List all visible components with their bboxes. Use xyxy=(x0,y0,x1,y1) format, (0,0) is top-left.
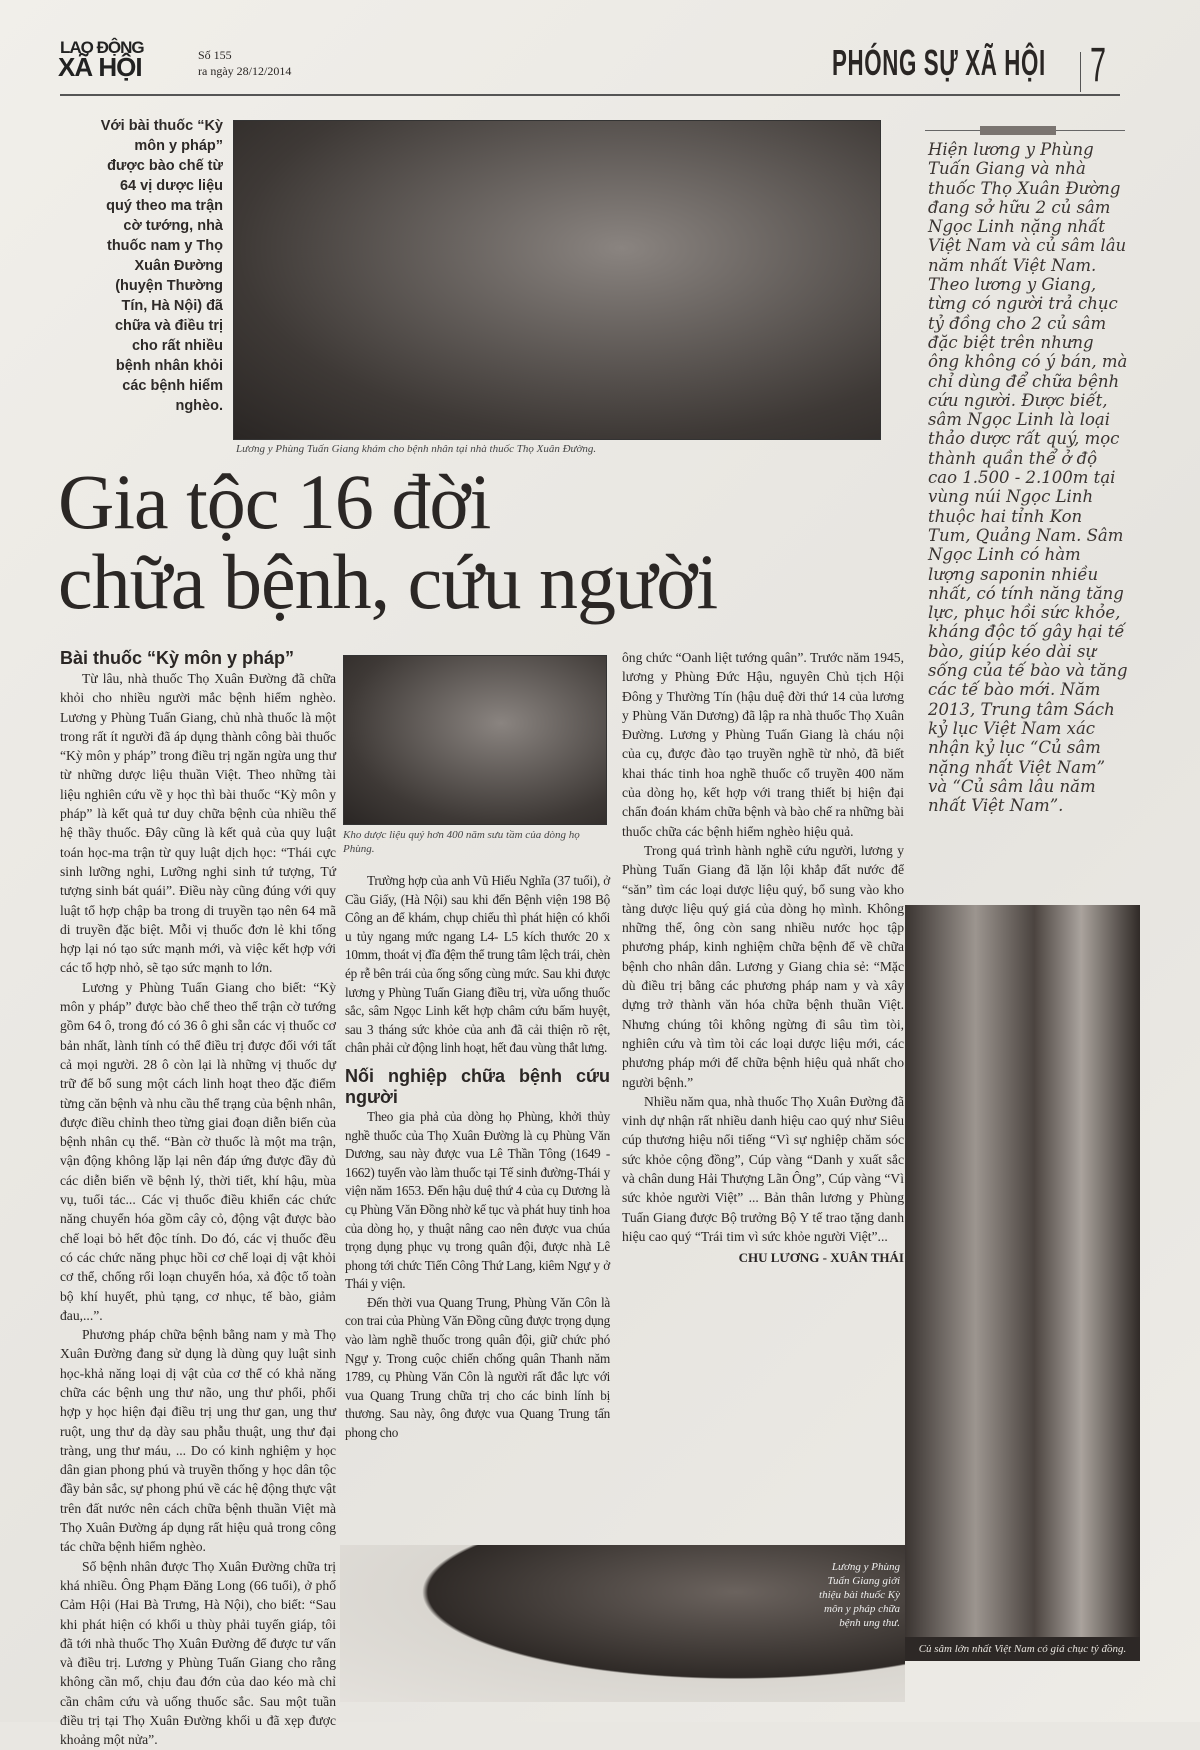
sidebar-marker xyxy=(980,126,1056,135)
headline-line-2: chữa bệnh, cứu người xyxy=(58,538,718,625)
lead-paragraph: Với bài thuốc “Kỳ môn y pháp” được bào chế từ 64 vị dược liệu quý theo ma trận cờ tướng, nhà thuốc nam y Thọ Xuân Đường (huyện Thường Tín, Hà Nội) đã chữa và điều trị cho rất nhiều bệnh nhân khỏi các bệnh hiểm nghèo. xyxy=(100,118,223,414)
column-3 xyxy=(622,648,904,1268)
column-1 xyxy=(60,648,336,1750)
column-2 xyxy=(345,872,610,1443)
doctor-photo-caption: Lương y Phùng Tuấn Giang giới thiệu bài thuốc Kỳ môn y pháp chữa bệnh ung thư. xyxy=(819,1561,900,1629)
section-title: PHÓNG SỰ XÃ HỘI xyxy=(832,42,1046,83)
paragraph: Nhiều năm qua, nhà thuốc Thọ Xuân Đường đã vinh dự nhận rất nhiều danh hiệu cao quý như Siêu cúp thương hiệu nổi tiếng “Vì sự nghiệp chăm sóc sức khỏe cộng đồng”, Cúp vàng “Danh y xuất sắc và chân dung Hải Thượng Lãn Ông”, Cúp vàng “Vì sức khỏe người Việt” ... Bản thân lương y Phùng Tuấn Giang được Bộ trưởng Bộ Y tế trao tặng danh hiệu cao quý “Trái tim vì sức khỏe người Việt”... xyxy=(622,1093,904,1244)
paragraph: ông chức “Oanh liệt tướng quân”. Trước năm 1945, lương y Phùng Đức Hậu, nguyên Chủ tịch Hội Đông y Thường Tín (hậu duệ đời thứ 14 của lương y Phùng Văn Dương) đã lập ra nhà thuốc Thọ Xuân Đường. Lương y Phùng Tuấn Giang là cháu nội của cụ, được đào tạo truyền nghề từ nhỏ, đã biết khai thác tinh hoa nghề thuốc cổ truyền 400 năm của dòng họ, kết hợp với trang thiết bị hiện đại chẩn đoán khám chữa bệnh và bào chế ra những bài thuốc chữa các bệnh hiểm nghèo hiệu quả. xyxy=(622,650,904,839)
subheading-1: Bài thuốc “Kỳ môn y pháp” xyxy=(60,648,295,668)
logo-bottom: XÃ HỘI xyxy=(58,52,142,82)
divider xyxy=(1080,52,1081,92)
headline-line-1: Gia tộc 16 đời xyxy=(58,458,491,545)
issue-number: Số 155 xyxy=(198,48,232,62)
header-rule xyxy=(60,94,1120,96)
paragraph: Phương pháp chữa bệnh bằng nam y mà Thọ Xuân Đường đang sử dụng là dùng quy luật sinh học-khả năng loại dị vật của cơ thể có khả năng chữa các bệnh ung thư não, ung thư phổi, phối hợp y học hiện đại điều trị ung thư gan, ung thư ruột, ung thư dạ dày sau phẫu thuật, ung thư đại tràng, ung thư máu, ... Do có kinh nghiệm y học dân gian phong phú và truyền thống y học dân tộc đầy bản sắc, sự phong phú về các hệ động thực vật trên đất nước nên cách chữa bệnh thuần Việt mà Thọ Xuân Đường áp dụng rất hiệu quả trong công tác chữa bệnh hiểm nghèo. xyxy=(60,1327,336,1555)
paragraph: Từ lâu, nhà thuốc Thọ Xuân Đường đã chữa khỏi cho nhiều người mắc bệnh hiểm nghèo. Lương y Phùng Tuấn Giang, chủ nhà thuốc là một trong rất ít người đã áp dụng thành công bài thuốc “Kỳ môn y pháp” trong điều trị ngăn ngừa ung thư từ những dược liệu thuần Việt. Theo những tài liệu nghiên cứu về y học thì bài thuốc “Kỳ môn y pháp” là kết quả tư duy chữa bệnh của nhiều thế hệ thầy thuốc. Đây cũng là kết quả của quy luật toán học-ma trận từ quy luật dịch học: “Thái cực sinh lưỡng nghi, Lưỡng nghi sinh tứ tượng, Tứ tượng sinh bát quái”. Điều này cũng đúng với quy luật tổ hợp chập ba trong di truyền tạo nên 64 mã di truyền đặc biệt. Mỗi vị thuốc đơn lẻ khi tổng hợp lại nó tạo sức mạnh mới, và việc kết hợp với các tổ hợp nhỏ, sẽ tạo sức mạnh to lớn. xyxy=(60,671,336,976)
top-photo-caption: Lương y Phùng Tuấn Giang khám cho bệnh nhân tại nhà thuốc Thọ Xuân Đường. xyxy=(236,443,597,455)
headline xyxy=(58,458,898,625)
shelf-photo-caption: Kho dược liệu quý hơn 400 năm sưu tầm của dòng họ Phùng. xyxy=(343,829,580,855)
byline: CHU LƯƠNG - XUÂN THÁI xyxy=(738,1250,904,1266)
ginseng-photo-caption: Củ sâm lớn nhất Việt Nam có giá chục tỷ đồng. xyxy=(905,1637,1140,1661)
issue-info xyxy=(198,47,291,79)
paragraph: Trong quá trình hành nghề cứu người, lương y Phùng Tuấn Giang đã lặn lội khắp đất nước để “săn” tìm các loại dược liệu quý, bổ sung vào kho tàng dược liệu quý giá của dòng họ mình. Không những thế, ông còn sang nhiều nước học tập phương pháp, kinh nghiệm chữa bệnh để về chữa bệnh cho nhân dân. Lương y Giang chia sẻ: “Mặc dù điều trị bằng các phương pháp nam y và xây dựng trở thành văn hóa chữa bệnh thuần Việt. Nhưng chúng tôi không ngừng đi sâu tìm tòi, nghiên cứu và tìm tòi các loại dược liệu mới, các phương pháp mới để chữa bệnh hiệu quả nhất cho người bệnh.” xyxy=(622,842,904,1090)
shelf-photo xyxy=(343,655,607,825)
issue-date: ra ngày 28/12/2014 xyxy=(198,64,292,78)
paragraph: Lương y Phùng Tuấn Giang cho biết: “Kỳ môn y pháp” được bào chế theo thế trận cờ tướng gồm 64 ô, trong đó có 36 ô ghi sẵn các vị thuốc cơ bản nhất, lành tính có thể điều trị được đối với tất cả mọi người. 28 ô còn lại là những vị thuốc dự trữ để bổ sung một cách linh hoạt theo đặc điểm từng căn bệnh và nhu cầu thể trạng của bệnh nhân, được điều chỉnh theo từng giai đoạn diễn biến của bệnh nhân cụ thể. “Bàn cờ thuốc là một ma trận, vận động không lặp lại nên đáp ứng được đầy đủ các diễn biến về bệnh lý, thời tiết, khí hậu, mùa vụ, tuổi tác... Các vị thuốc điều khiển các chức năng chuyển hóa gồm cây cỏ, động vật được bào chế loại bỏ hết độc tính. Do đó, các vị thuốc đều có các chức năng phục hồi cơ chế loại dị vật khỏi cơ thể, chống rối loạn chuyển hóa, xả độc tố toàn bộ khí huyết, phủ tạng, cơ nhục, tế bào, giảm đau,...”. xyxy=(60,979,336,1323)
ginseng-jar-photo xyxy=(905,905,1140,1637)
paragraph: Số bệnh nhân được Thọ Xuân Đường chữa trị khá nhiều. Ông Phạm Đăng Long (66 tuổi), ở phố Cảm Hội (Hai Bà Trưng, Hà Nội), cho biết: “Sau khi phát hiện có khối u thùy phải tuyến giáp, tôi đã tới nhà thuốc Thọ Xuân Đường để được tư vấn và điều trị. Lương y Phùng Tuấn Giang cho rằng không cần mổ, chịu đau đớn của dao kéo mà chỉ cần châm cứu và uống thuốc sắc. Sau một tuần điều trị tại Thọ Xuân Đường khối u đã xẹp được khoảng một nửa”. xyxy=(60,1558,336,1748)
logo-top: LAO ĐỘNG xyxy=(60,38,144,57)
sidebar-box: Hiện lương y Phùng Tuấn Giang và nhà thuốc Thọ Xuân Đường đang sở hữu 2 củ sâm Ngọc Linh nặng nhất Việt Nam và củ sâm lâu năm nhất Việt Nam. Theo lương y Giang, từng có người trả chục tỷ đồng cho 2 củ sâm đặc biệt trên nhưng ông không có ý bán, mà chỉ dùng để chữa bệnh cứu người. Được biết, sâm Ngọc Linh là loại thảo dược rất quý, mọc thành quần thể ở độ cao 1.500 - 2.100m tại vùng núi Ngọc Linh thuộc hai tỉnh Kon Tum, Quảng Nam. Sâm Ngọc Linh có hàm lượng saponin nhiều nhất, có tính năng tăng lực, phục hồi sức khỏe, kháng độc tố gây hại tế bào, giúp kéo dài sự sống của tế bào và tăng các tế bào mới. Năm 2013, Trung tâm Sách kỷ lục Việt Nam xác nhận kỷ lục “Củ sâm nặng nhất Việt Nam” và “Củ sâm lâu năm nhất Việt Nam”. xyxy=(928,140,1128,816)
subheading-2: Nối nghiệp chữa bệnh cứu người xyxy=(345,1065,610,1107)
top-photo xyxy=(233,120,881,440)
paragraph: Theo gia phả của dòng họ Phùng, khởi thủy nghề thuốc của Thọ Xuân Đường là cụ Phùng Văn Dương, sau này được vua Lê Thần Tông (1649 - 1662) tuyển vào làm thuốc tại Tế sinh đường-Thái y viện năm 1653. Đến hậu duệ thứ 4 của cụ Dương là cụ Phùng Văn Đồng nhờ kế tục và phát huy tinh hoa của dòng họ, y thuật nâng cao nên được vua chúa trọng dụng phục vụ trong quân đội, được nhà Lê phong tới chức Tiến Công Thứ Lang, kiêm Ngự y ở Thái y viện. xyxy=(345,1108,610,1292)
page-number: 7 xyxy=(1090,39,1107,92)
paragraph: Đến thời vua Quang Trung, Phùng Văn Côn là con trai của Phùng Văn Đồng cũng được trọng dụng vào làm nghề thuốc trong quân đội, giữ chức phó Ngự y. Trong cuộc chiến chống quân Thanh năm 1789, cụ Phùng Văn Côn là người rất đắc lực với vua Quang Trung chữa trị cho các binh lính bị thương. Sau này, ông được vua Quang Trung tấn phong cho xyxy=(345,1294,610,1441)
paragraph: Trường hợp của anh Vũ Hiếu Nghĩa (37 tuổi), ở Cầu Giấy, (Hà Nội) sau khi đến Bệnh viện 198 Bộ Công an để khám, chụp chiếu thì phát hiện có khối u tủy ngang mức ngang L4- L5 kích thước 20 x 10mm, thoát vị đĩa đệm thể trung tâm lệch trái, chèn ép rễ bên trái của ống sống cùng mức. Sau khi được lương y Phùng Tuấn Giang điều trị, vừa uống thuốc sắc, sâm Ngọc Linh kết hợp châm cứu bấm huyệt, sau 3 tháng sức khỏe của anh đã cải thiện rõ rệt, chân phải cử động linh hoạt, hết đau vùng thắt lưng. xyxy=(345,873,610,1056)
